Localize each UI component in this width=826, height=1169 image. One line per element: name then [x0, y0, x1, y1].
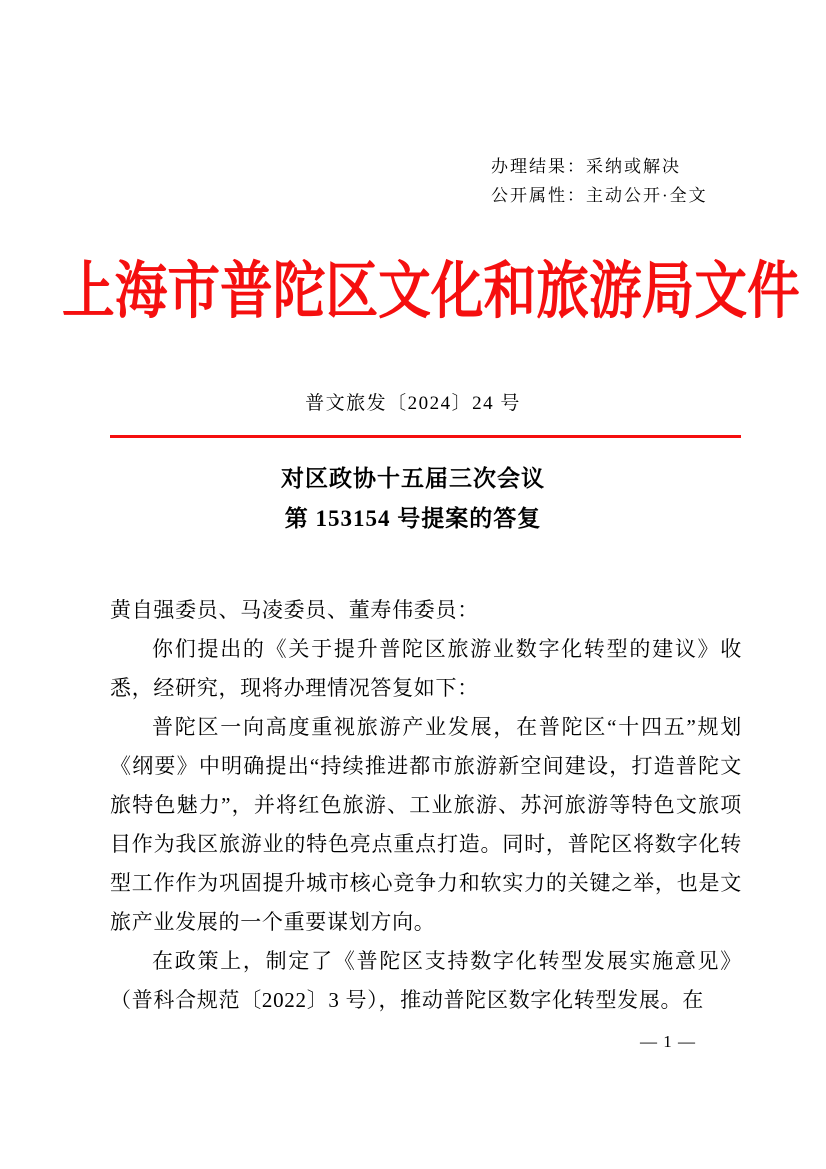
paragraph-1: 你们提出的《关于提升普陀区旅游业数字化转型的建议》收悉，经研究，现将办理情况答复如下： [110, 637, 742, 700]
paragraph-2: 普陀区一向高度重视旅游产业发展，在普陀区“十四五”规划《纲要》中明确提出“持续推进都市旅游新空间建设，打造普陀文旅特色魅力”，并将红色旅游、工业旅游、苏河旅游等特色文旅项目作为我区旅游业的特色亮点重点打造。同时，普陀区将数字化转型工作作为巩固提升城市核心竞争力和软实力的关键之举，也是文旅产业发展的一个重要谋划方向。 [110, 715, 742, 934]
doc-number: 普文旅发〔2024〕24 号 [305, 393, 521, 414]
doc-meta-block [491, 152, 708, 210]
salutation: 黄自强委员、马凌委员、董寿伟委员： [110, 598, 479, 622]
publicity-attribute-line: 公开属性：主动公开·全文 [491, 186, 708, 205]
paragraph-3: 在政策上，制定了《普陀区支持数字化转型发展实施意见》（普科合规范〔2022〕3 号），推动普陀区数字化转型发展。在 [110, 949, 742, 1012]
subject-title-line-1: 对区政协十五届三次会议 [281, 466, 545, 491]
subject-title [0, 459, 826, 539]
subject-title-line-2: 第 153154 号提案的答复 [284, 506, 542, 531]
agency-letterhead-title: 上海市普陀区文化和旅游局文件 [61, 258, 800, 326]
page-number: — 1 — [640, 1032, 696, 1051]
processing-result-line: 办理结果：采纳或解决 [491, 157, 681, 176]
red-divider [110, 435, 741, 438]
letter-body [110, 591, 742, 1020]
